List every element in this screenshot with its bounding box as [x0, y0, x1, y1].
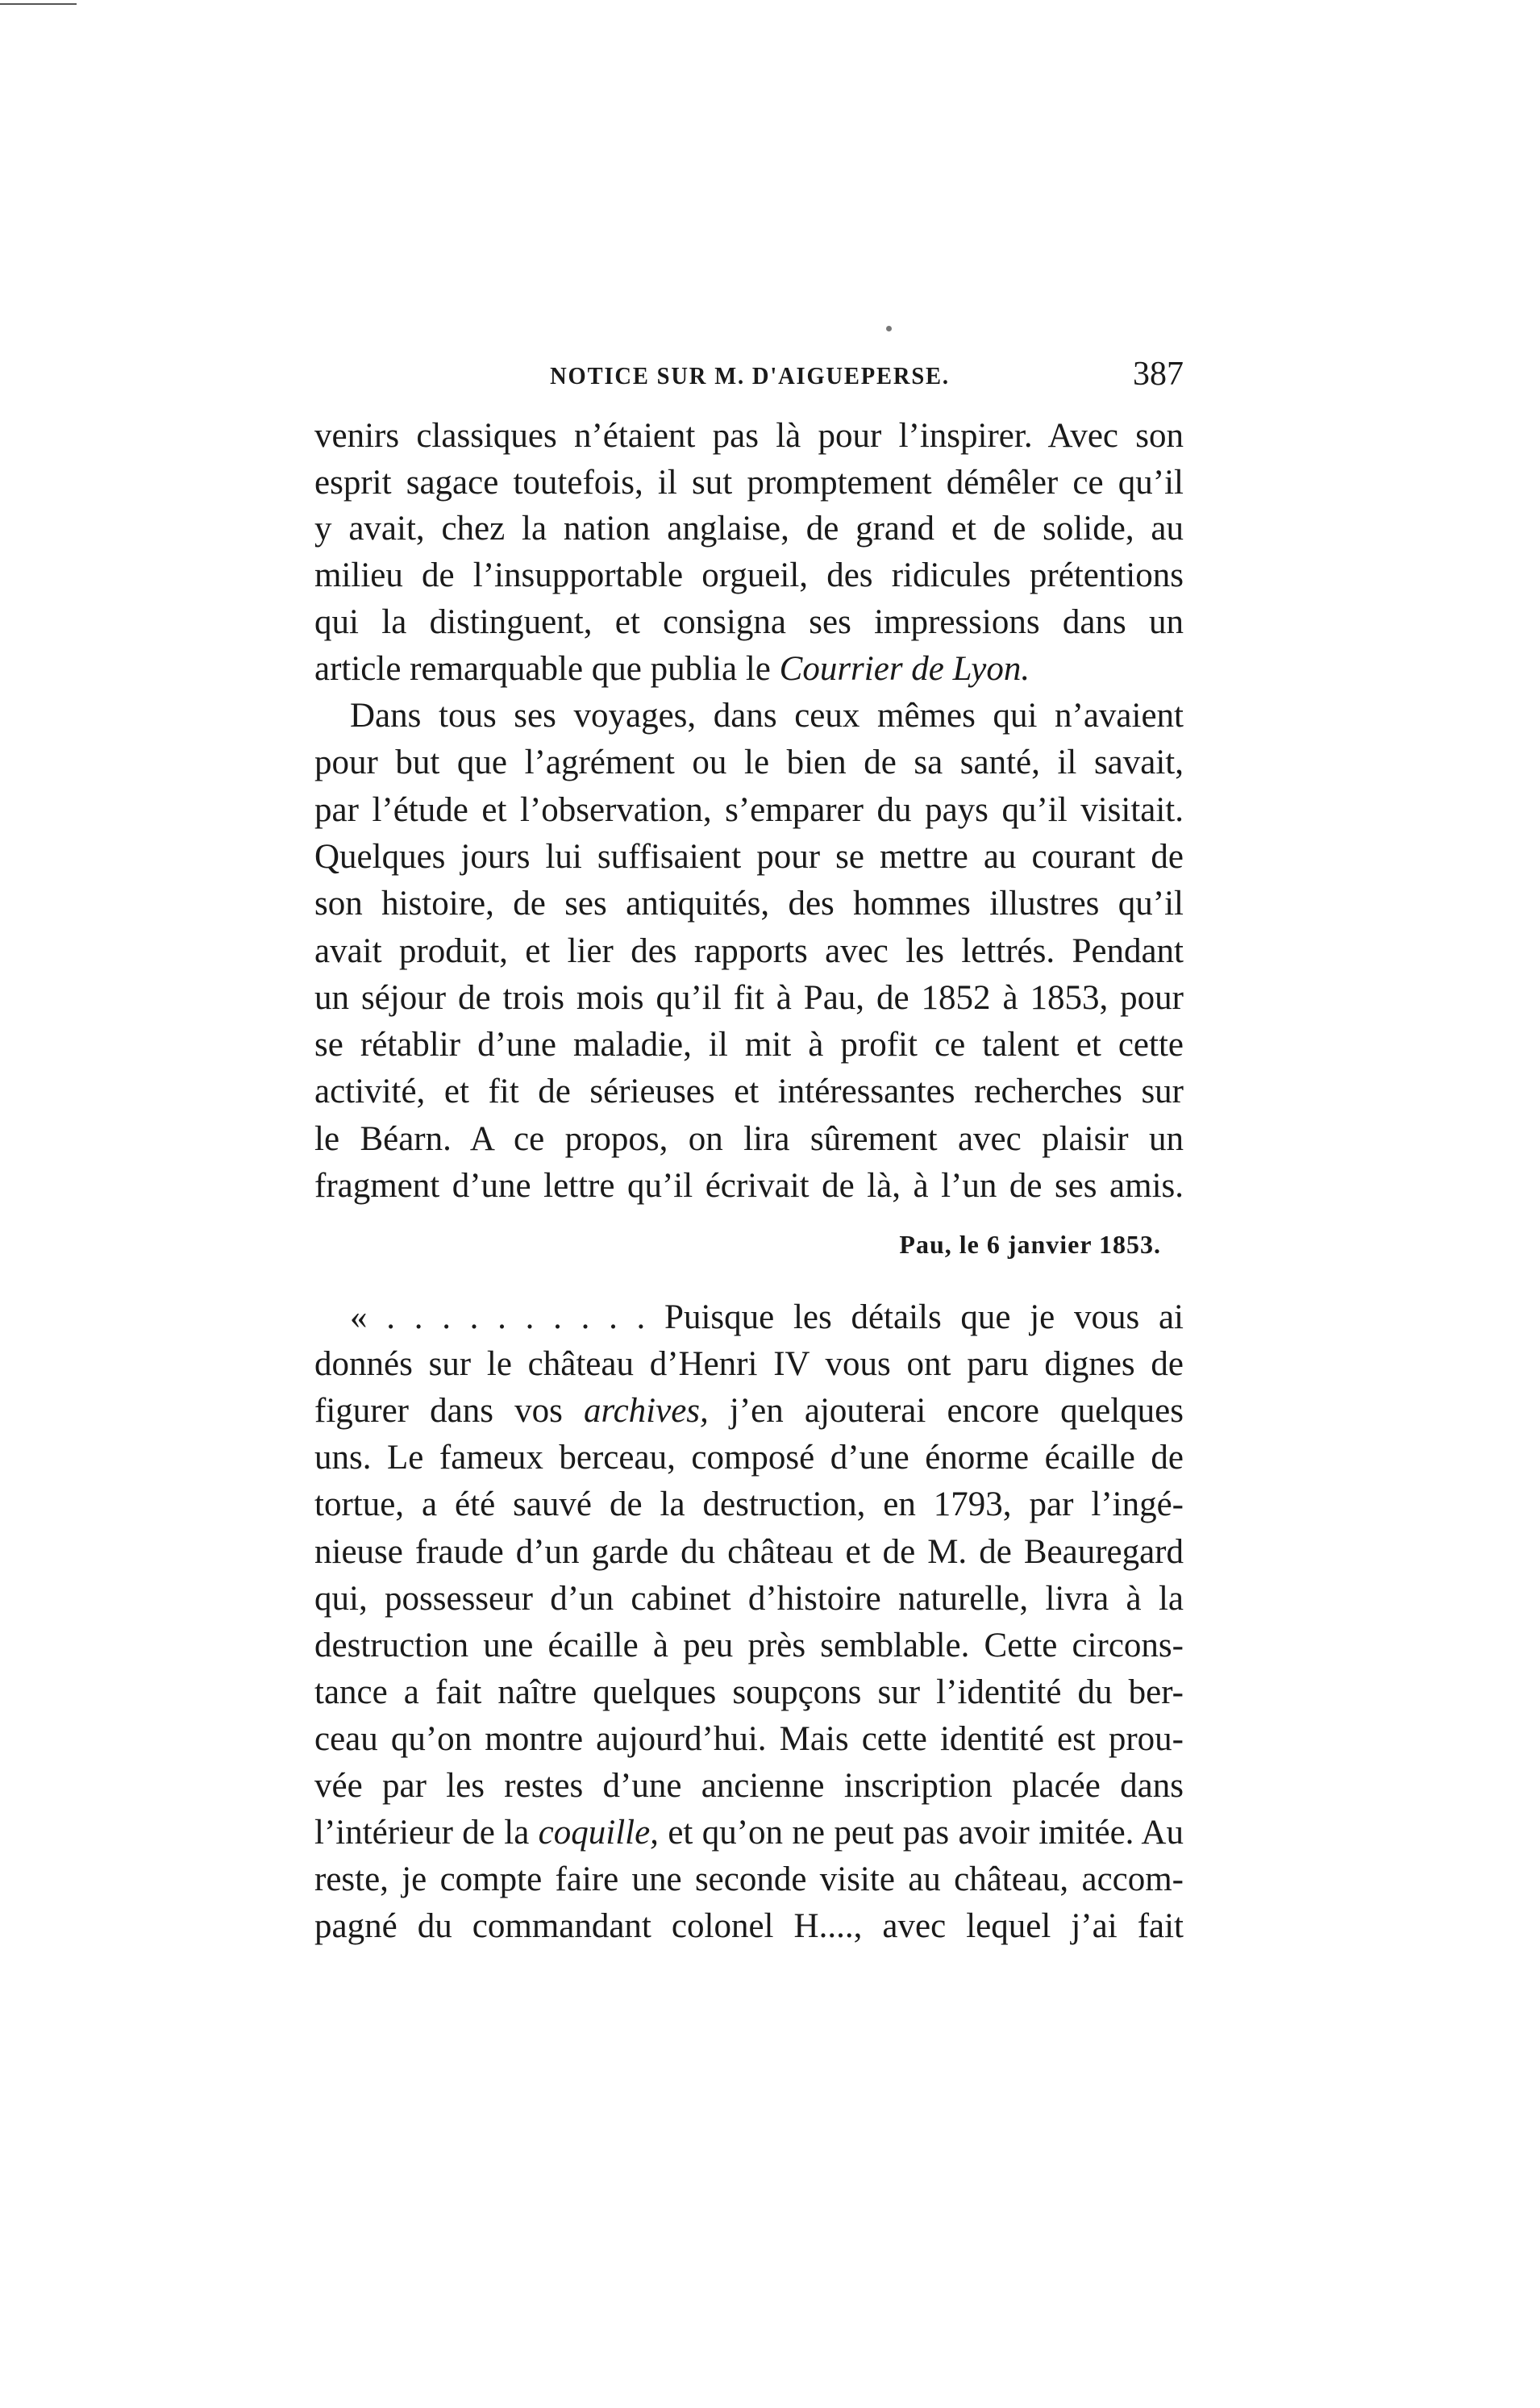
- text-segment: pagné du commandant colonel H...., avec lequel j’ai fait: [314, 1907, 1184, 1945]
- text-line: [350, 696, 1184, 736]
- page-number: 387: [1133, 356, 1184, 393]
- text-line: [314, 931, 1184, 972]
- text-segment: figurer dans vos: [314, 1392, 584, 1430]
- text-line: [314, 1626, 1184, 1666]
- text-segment: son histoire, de ses antiquités, des hommes illustres qu’il: [314, 885, 1184, 923]
- text-line: [314, 649, 1184, 689]
- text-segment: tortue, a été sauvé de la destruction, en 1793, par l’ingé-: [314, 1485, 1184, 1523]
- ink-speck: [886, 326, 892, 331]
- text-segment: vée par les restes d’une ancienne inscription placée dans: [314, 1767, 1184, 1805]
- text-segment: tance a fait naître quelques soupçons sur l’identité du ber-: [314, 1673, 1184, 1711]
- text-segment: uns. Le fameux berceau, composé d’une énorme écaille de: [314, 1439, 1184, 1477]
- text-segment: qui, possesseur d’un cabinet d’histoire naturelle, livra à la: [314, 1580, 1184, 1618]
- text-segment: donnés sur le château d’Henri IV vous ont paru dignes de: [314, 1345, 1184, 1383]
- text-line: [314, 1344, 1184, 1385]
- text-line: [314, 743, 1184, 783]
- letter-dateline: Pau, le 6 janvier 1853.: [899, 1230, 1161, 1259]
- text-segment: pour but que l’agrément ou le bien de sa santé, il savait,: [314, 744, 1184, 781]
- text-line: [314, 509, 1184, 549]
- text-segment: avait produit, et lier des rapports avec les lettrés. Pendant: [314, 932, 1184, 970]
- text-line: [350, 1298, 1184, 1338]
- text-line: [314, 837, 1184, 877]
- text-segment: destruction une écaille à peu près semblable. Cette circons-: [314, 1627, 1184, 1664]
- text-segment: milieu de l’insupportable orgueil, des ridicules prétentions: [314, 556, 1184, 594]
- text-line: [314, 1166, 1184, 1206]
- text-line: [314, 884, 1184, 924]
- text-segment: « . . . . . . . . . . Puisque les détails que je vous ai: [350, 1298, 1184, 1336]
- text-line: [314, 463, 1184, 503]
- text-line: [314, 1072, 1184, 1112]
- text-segment: reste, je compte faire une seconde visite au château, accom-: [314, 1860, 1184, 1898]
- text-line: [314, 1025, 1184, 1065]
- text-line: [314, 1860, 1184, 1900]
- text-segment: se rétablir d’une maladie, il mit à profit ce talent et cette: [314, 1026, 1184, 1064]
- text-line: [314, 1579, 1184, 1619]
- text-segment: ceau qu’on montre aujourd’hui. Mais cette identité est prou-: [314, 1720, 1184, 1758]
- text-segment: Dans tous ses voyages, dans ceux mêmes qui n’avaient: [350, 697, 1184, 735]
- text-segment: nieuse fraude d’un garde du château et de M. de Beauregard: [314, 1533, 1184, 1571]
- text-line: [314, 978, 1184, 1019]
- text-segment: venirs classiques n’étaient pas là pour l’inspirer. Avec son: [314, 417, 1184, 455]
- text-segment: fragment d’une lettre qu’il écrivait de là, à l’un de ses amis.: [314, 1167, 1184, 1205]
- text-segment: Quelques jours lui suffisaient pour se mettre au courant de: [314, 838, 1184, 876]
- text-segment: y avait, chez la nation anglaise, de grand et de solide, au: [314, 510, 1184, 548]
- text-segment: le Béarn. A ce propos, on lira sûrement avec plaisir un: [314, 1120, 1184, 1158]
- text-line: [314, 1438, 1184, 1478]
- text-segment: par l’étude et l’observation, s’emparer du pays qu’il visitait.: [314, 791, 1184, 829]
- text-line: [314, 1532, 1184, 1573]
- text-segment: activité, et fit de sérieuses et intéressantes recherches sur: [314, 1073, 1184, 1110]
- text-segment: article remarquable que publia le: [314, 650, 780, 688]
- text-segment: un séjour de trois mois qu’il fit à Pau, de 1852 à 1853, pour: [314, 979, 1184, 1017]
- italic-text: coquille,: [538, 1814, 659, 1852]
- text-segment: qui la distinguent, et consigna ses impressions dans un: [314, 603, 1184, 641]
- text-line: [314, 1673, 1184, 1713]
- text-segment: et qu’on ne peut pas avoir imitée. Au: [658, 1814, 1184, 1852]
- text-line: [314, 1766, 1184, 1806]
- text-line: [314, 416, 1184, 456]
- scan-edge-rule: [0, 3, 77, 5]
- text-line: [314, 1906, 1184, 1947]
- text-line: [314, 1485, 1184, 1525]
- italic-text: archives,: [583, 1392, 709, 1430]
- text-segment: l’intérieur de la: [314, 1814, 539, 1852]
- text-line: [314, 602, 1184, 643]
- text-line: [314, 556, 1184, 596]
- running-title: NOTICE SUR M. D'AIGUEPERSE.: [550, 361, 950, 390]
- text-line: [314, 1813, 1184, 1853]
- italic-text: Courrier de Lyon.: [779, 650, 1030, 688]
- text-line: [314, 1719, 1184, 1760]
- text-segment: j’en ajouterai encore quelques: [708, 1392, 1184, 1430]
- text-line: [314, 1119, 1184, 1160]
- text-segment: esprit sagace toutefois, il sut promptement démêler ce qu’il: [314, 464, 1184, 502]
- text-line: [314, 790, 1184, 831]
- text-line: [314, 1391, 1184, 1431]
